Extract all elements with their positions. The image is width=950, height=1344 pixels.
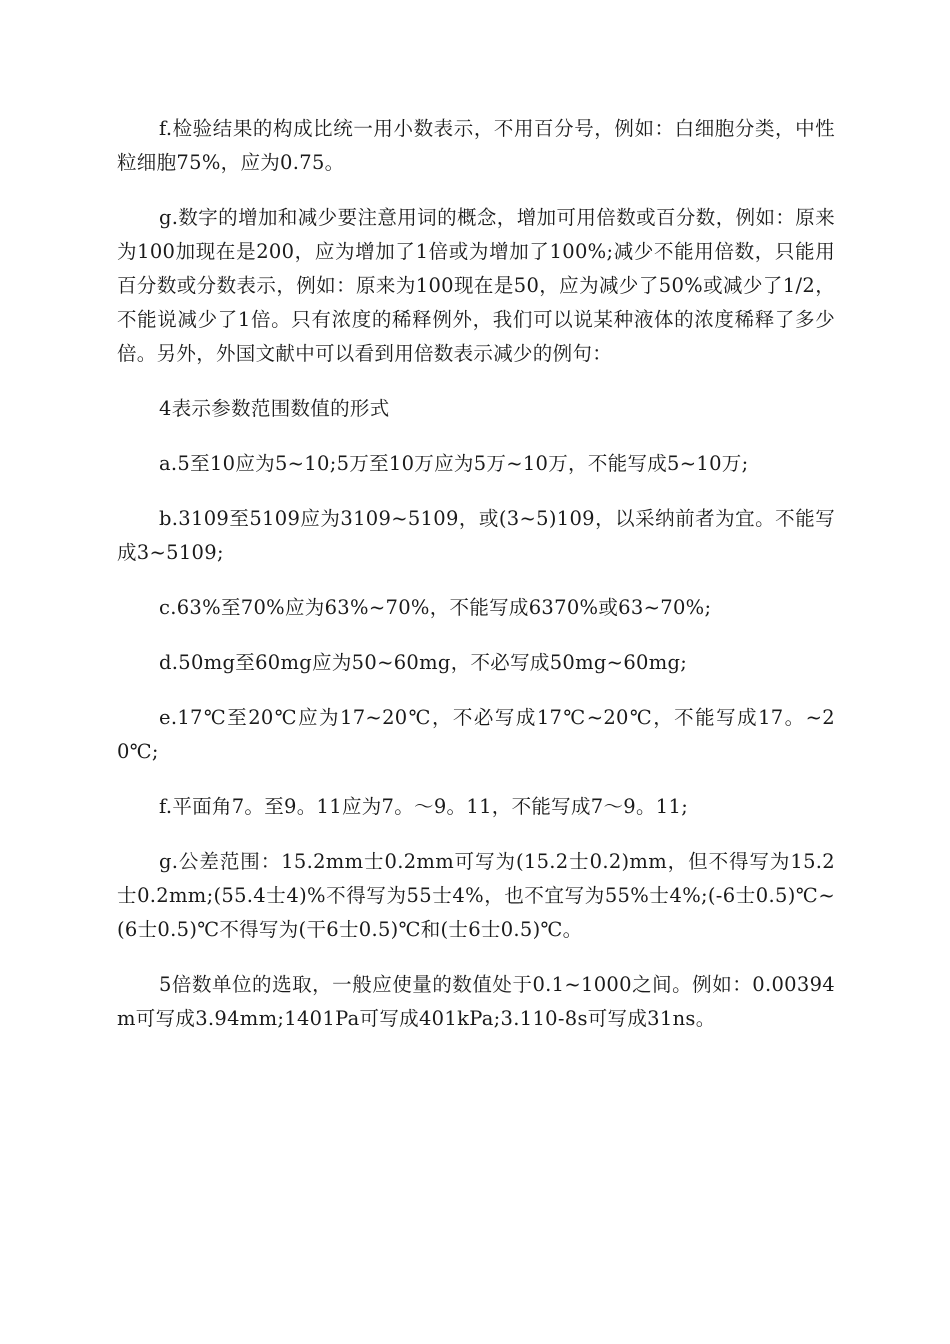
paragraph-g-tolerance-range: g.公差范围：15.2mm士0.2mm可写为(15.2士0.2)mm，但不得写为15.2士0.2mm;(55.4士4)%不得写为55士4%，也不宜写为55%士4%;(-6士0.5)℃~(6士0.5)℃不得写为(干6士0.5)℃和(士6士0.5)℃。 — [117, 850, 835, 941]
section-heading-4: 4表示参数范围数值的形式 — [159, 397, 390, 420]
section-5-multiple-units: 5倍数单位的选取，一般应使量的数值处于0.1~1000之间。例如：0.00394m可写成3.94mm;1401Pa可写成401kPa;3.110-8s可写成31ns。 — [117, 973, 835, 1030]
paragraph-e-temperature-range: e.17℃至20℃应为17~20℃，不必写成17℃~20℃，不能写成17。~20℃; — [117, 706, 835, 763]
paragraph-f-composition-ratio: f.检验结果的构成比统一用小数表示，不用百分号，例如：白细胞分类，中性粒细胞75%，应为0.75。 — [117, 117, 835, 174]
paragraph-b-range: b.3109至5109应为3109~5109，或(3~5)109，以采纳前者为宜。不能写成3~5109; — [117, 507, 835, 564]
paragraph-a-range: a.5至10应为5~10;5万至10万应为5万~10万，不能写成5~10万; — [159, 452, 749, 475]
paragraph-c-percent-range: c.63%至70%应为63%~70%，不能写成6370%或63~70%; — [159, 596, 712, 619]
document-body — [117, 112, 835, 1036]
paragraph-g-increase-decrease: g.数字的增加和减少要注意用词的概念，增加可用倍数或百分数，例如：原来为100加现在是200，应为增加了1倍或为增加了100%;减少不能用倍数，只能用百分数或分数表示，例如：原来为100现在是50，应为减少了50%或减少了1/2，不能说减少了1倍。只有浓度的稀释例外，我们可以说某种液体的浓度稀释了多少倍。另外，外国文献中可以看到用倍数表示减少的例句： — [117, 206, 835, 365]
paragraph-f-plane-angle: f.平面角7。至9。11应为7。～9。11，不能写成7～9。11; — [159, 795, 689, 818]
paragraph-d-unit-range: d.50mg至60mg应为50~60mg，不必写成50mg~60mg; — [159, 651, 688, 674]
